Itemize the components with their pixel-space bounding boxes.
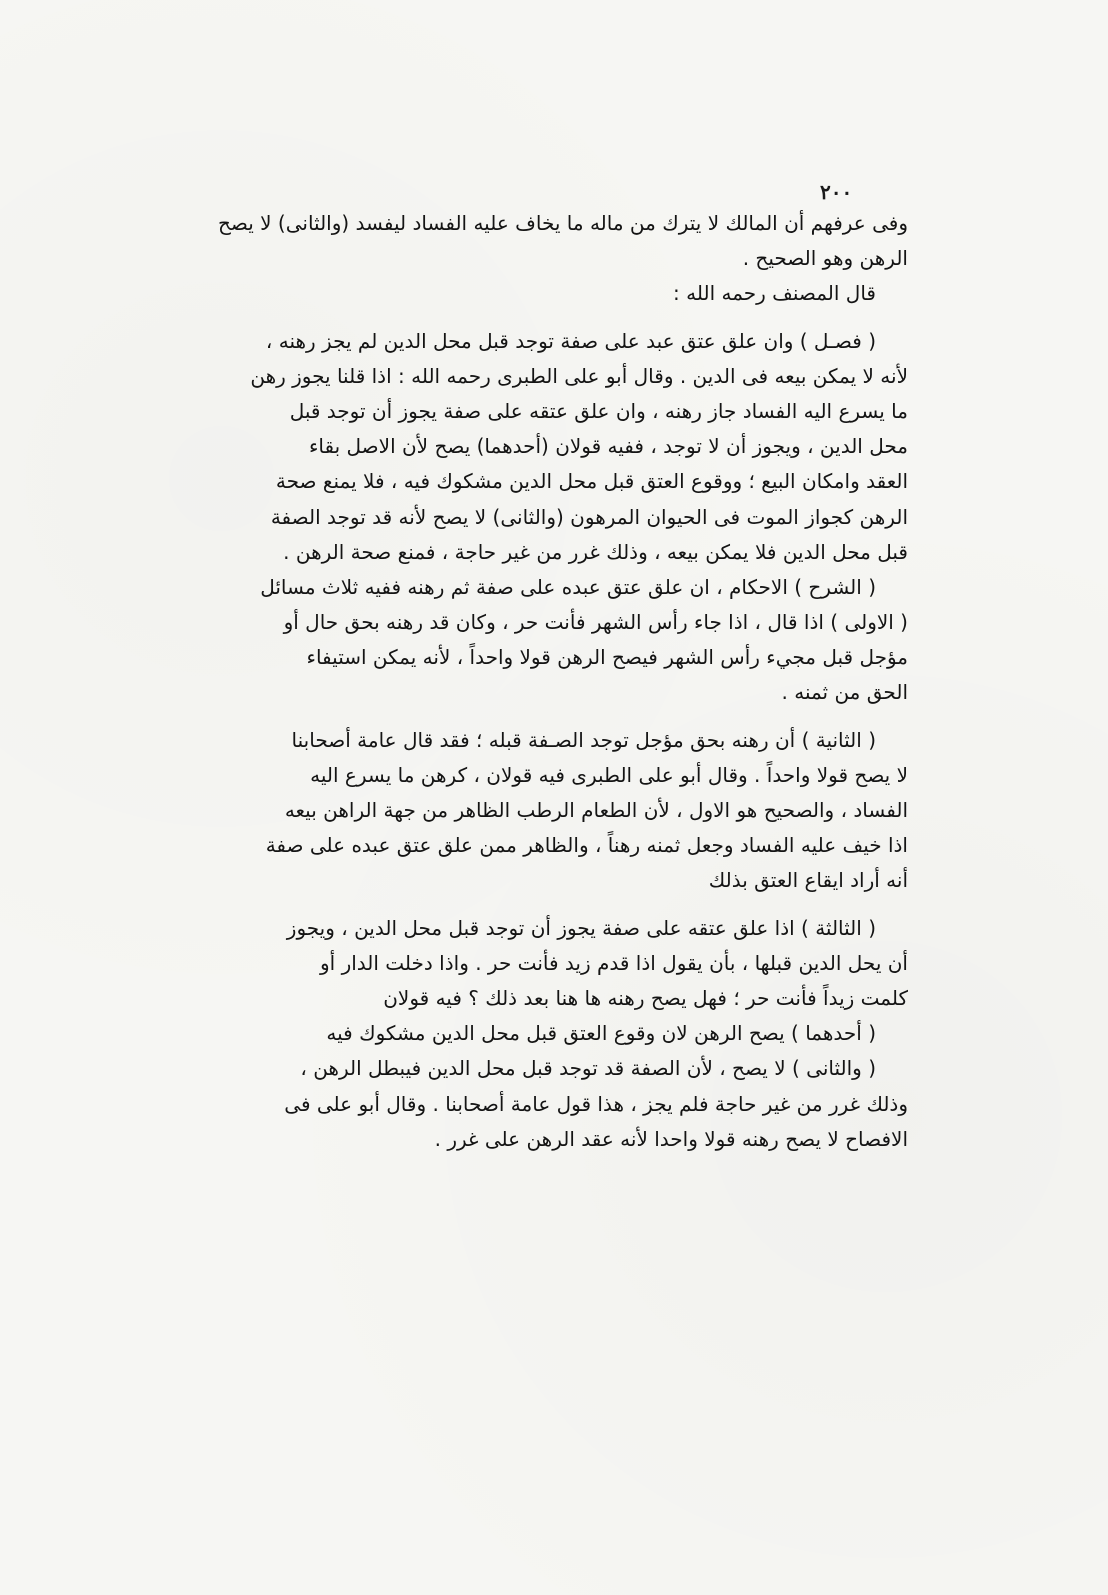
page-number: ٢٠٠ xyxy=(820,180,853,204)
text-line: الافصاح لا يصح رهنه قولا واحدا لأنه عقد الرهن على غرر . xyxy=(434,1126,908,1151)
text-line: ( الشرح ) الاحكام ، ان علق عتق عبده على صفة ثم رهنه ففيه ثلاث مسائل xyxy=(260,574,876,599)
paragraph-gap xyxy=(170,899,908,911)
text-line: ( الاولى ) اذا قال ، اذا جاء رأس الشهر فأنت حر ، وكان قد رهنه بحق حال أو xyxy=(283,610,908,635)
text-line: مؤجل قبل مجيء رأس الشهر فيصح الرهن قولا واحداً ، لأنه يمكن استيفاء xyxy=(306,645,908,670)
paragraph-gap xyxy=(170,711,908,723)
text-line: لأنه لا يمكن بيعه فى الدين . وقال أبو على الطبرى رحمه الله : اذا قلنا يجوز رهن xyxy=(250,363,908,388)
text-line: وفى عرفهم أن المالك لا يترك من ماله ما يخاف عليه الفساد ليفسد (والثانى) لا يصح xyxy=(217,211,908,235)
body-text xyxy=(170,206,908,1157)
paragraph-gap xyxy=(170,312,908,324)
text-line: كلمت زيداً فأنت حر ؛ فهل يصح رهنه ها هنا بعد ذلك ؟ فيه قولان xyxy=(383,985,908,1010)
text-line: ما يسرع اليه الفساد جاز رهنه ، وان علق عتقه على صفة يجوز أن توجد قبل xyxy=(289,398,908,423)
text-line: أن يحل الدين قبلها ، بأن يقول اذا قدم زيد فأنت حر . واذا دخلت الدار أو xyxy=(320,950,908,975)
text-line: ( الثانية ) أن رهنه بحق مؤجل توجد الصـفة قبله ؛ فقد قال عامة أصحابنا xyxy=(291,727,876,752)
text-line: ( الثالثة ) اذا علق عتقه على صفة يجوز أن توجد قبل محل الدين ، ويجوز xyxy=(286,915,876,940)
text-line: العقد وامكان البيع ؛ ووقوع العتق قبل محل الدين مشكوك فيه ، فلا يمنع صحة xyxy=(275,469,908,494)
text-line: اذا خيف عليه الفساد وجعل ثمنه رهناً ، والظاهر ممن علق عتق عبده على صفة xyxy=(265,833,908,858)
text-line: الرهن كجواز الموت فى الحيوان المرهون (والثانى) لا يصح لأنه قد توجد الصفة xyxy=(270,504,908,529)
text-line: قال المصنف رحمه الله : xyxy=(673,281,876,306)
text-line: لا يصح قولا واحداً . وقال أبو على الطبرى فيه قولان ، كرهن ما يسرع اليه xyxy=(310,762,908,787)
text-line: الرهن وهو الصحيح . xyxy=(742,246,908,271)
text-line: قبل محل الدين فلا يمكن بيعه ، وذلك غرر من غير حاجة ، فمنع صحة الرهن . xyxy=(283,539,908,564)
text-line: أنه أراد ايقاع العتق بذلك xyxy=(708,868,908,893)
text-line: ( أحدهما ) يصح الرهن لان وقوع العتق قبل محل الدين مشكوك فيه xyxy=(326,1021,876,1046)
text-line: ( والثانى ) لا يصح ، لأن الصفة قد توجد قبل محل الدين فيبطل الرهن ، xyxy=(300,1056,876,1081)
text-line: الحق من ثمنه . xyxy=(781,680,908,705)
text-line: وذلك غرر من غير حاجة فلم يجز ، هذا قول عامة أصحابنا . وقال أبو على فى xyxy=(284,1091,908,1116)
text-line: محل الدين ، ويجوز أن لا توجد ، ففيه قولان (أحدهما) يصح لأن الاصل بقاء xyxy=(309,434,908,459)
text-line: الفساد ، والصحيح هو الاول ، لأن الطعام الرطب الظاهر من جهة الراهن بيعه xyxy=(284,798,908,822)
text-line: ( فصـل ) وان علق عتق عبد على صفة توجد قبل محل الدين لم يجز رهنه ، xyxy=(265,328,876,353)
